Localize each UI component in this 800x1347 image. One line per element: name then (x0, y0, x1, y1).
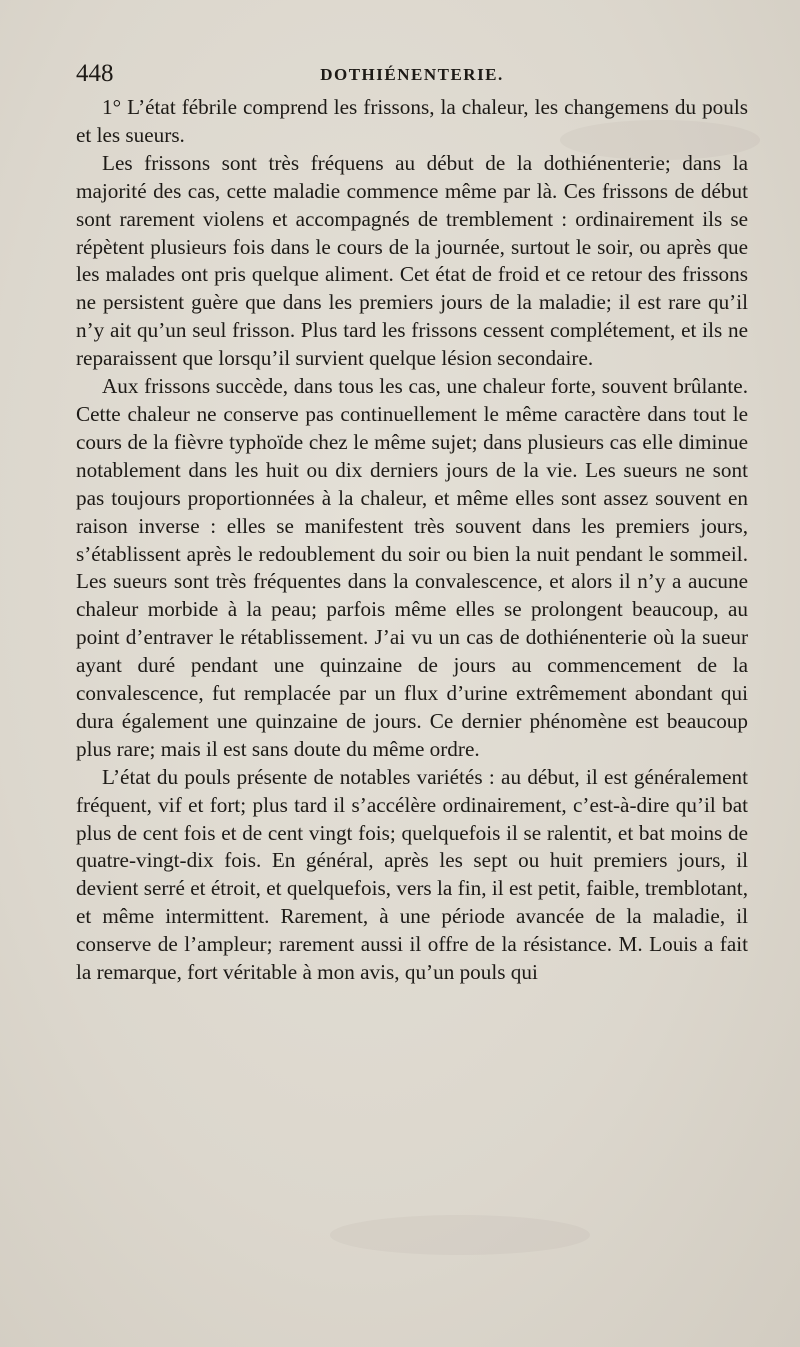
paragraph: 1° L’état fébrile comprend les frissons, la chaleur, les changemens du pouls et les sueurs. (76, 95, 748, 147)
running-title: DOTHIÉNENTERIE. (320, 65, 504, 84)
paragraph: Aux frissons succède, dans tous les cas, une chaleur forte, souvent brûlante. Cette chaleur ne conserve pas continuellement le même caractère dans tout le cours de la fièvre typhoïde chez le même sujet; dans plusieurs cas elle diminue notablement dans les huit ou dix derniers jours de la vie. Les sueurs ne sont pas toujours proportionnées à la chaleur, et même elles sont assez souvent en raison inverse : elles se manifestent très souvent dans les premiers jours, s’établissent après le redoublement du soir ou bien la nuit pendant le sommeil. Les sueurs sont très fréquentes dans la convalescence, et alors il n’y a aucune chaleur morbide à la peau; parfois même elles se prolongent beaucoup, au point d’entraver le rétablissement. J’ai vu un cas de dothiénenterie où la sueur ayant duré pendant une quinzaine de jours au commencement de la convalescence, fut remplacée par un flux d’urine extrêmement abondant qui dura également une quinzaine de jours. Ce dernier phénomène est beaucoup plus rare; mais il est sans doute du même ordre. (76, 374, 748, 761)
page-number: 448 (76, 60, 114, 87)
page-header (76, 58, 748, 94)
paragraph: L’état du pouls présente de notables variétés : au début, il est généralement fréquent, vif et fort; plus tard il s’accélère ordinairement, c’est-à-dire qu’il bat plus de cent fois et de cent vingt fois; quelquefois il se ralentit, et bat moins de quatre-vingt-dix fois. En général, après les sept ou huit premiers jours, il devient serré et étroit, et quelquefois, vers la fin, il est petit, faible, tremblotant, et même intermittent. Rarement, à une période avancée de la maladie, il conserve de l’ampleur; rarement aussi il offre de la résistance. M. Louis a fait la remarque, fort véritable à mon avis, qu’un pouls qui (76, 764, 748, 985)
paper-stain (330, 1215, 590, 1255)
paragraph: Les frissons sont très fréquens au début de la dothiénenterie; dans la majorité des cas, cette maladie commence même par là. Ces frissons de début sont rarement violens et accompagnés de tremblement : ordinairement ils se répètent plusieurs fois dans le cours de la journée, surtout le soir, ou après que les malades ont pris quelque aliment. Cet état de froid et ce retour des frissons ne persistent guère que dans les premiers jours de la maladie; il est rare qu’il n’y ait qu’un seul frisson. Plus tard les frissons cessent complétement, et ils ne reparaissent que lorsqu’il survient quelque lésion secondaire. (76, 150, 748, 371)
body-text (76, 94, 748, 987)
